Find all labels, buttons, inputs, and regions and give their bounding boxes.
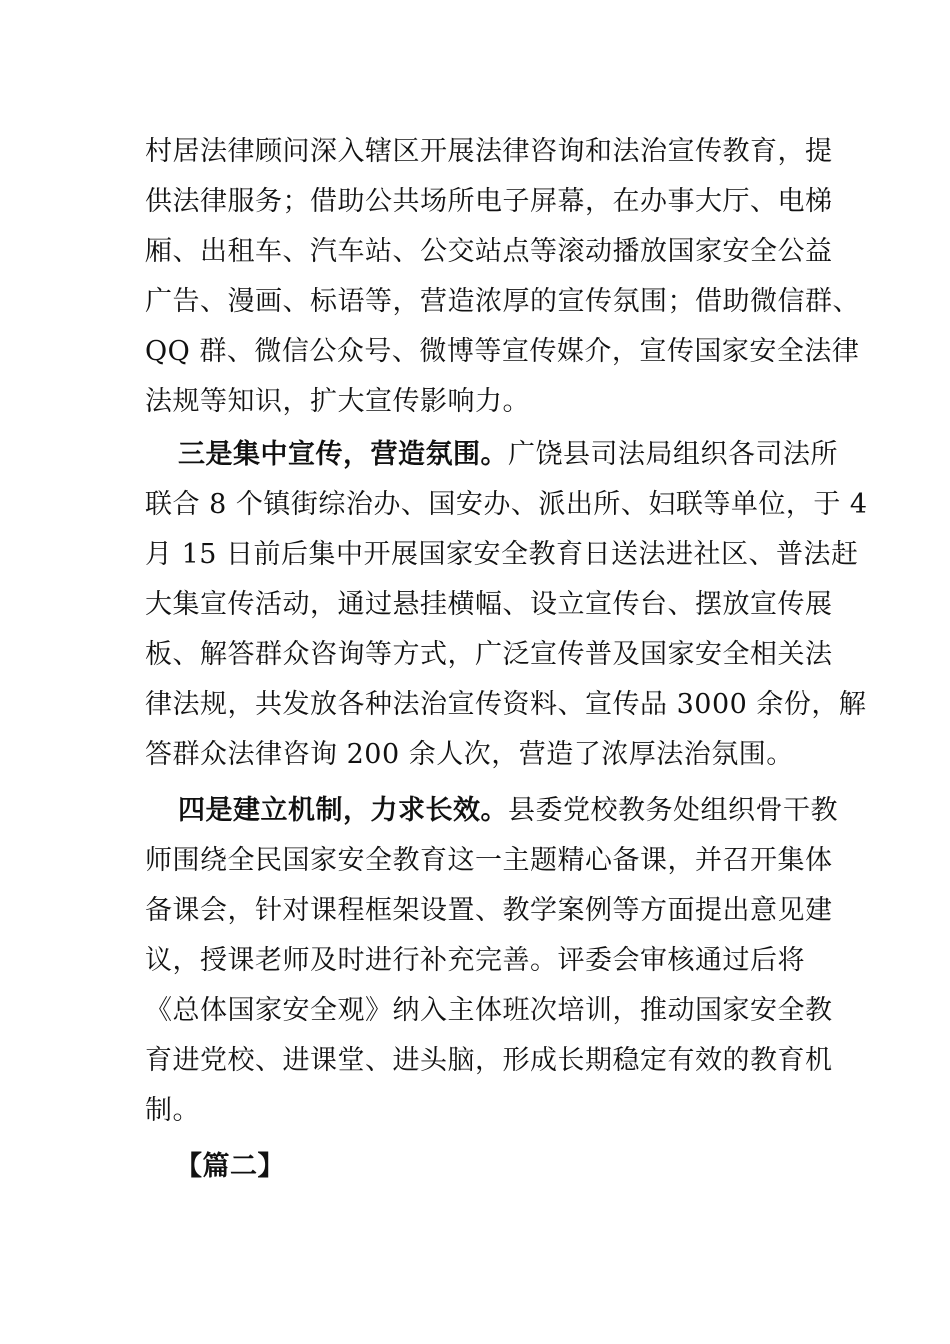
- para2-line-7: 答群众法律咨询 200 余人次，营造了浓厚法治氛围。: [145, 739, 794, 770]
- para1-line-4: 广告、漫画、标语等，营造浓厚的宣传氛围；借助微信群、: [145, 286, 860, 317]
- para2-line-2: 联合 8 个镇街综治办、国安办、派出所、妇联等单位，于 4: [145, 489, 868, 520]
- para3-line-7: 制。: [145, 1095, 200, 1126]
- para2-first-line: [178, 436, 838, 474]
- para2-line-6: 律法规，共发放各种法治宣传资料、宣传品 3000 余份，解: [145, 689, 867, 720]
- para2-line-4: 大集宣传活动，通过悬挂横幅、设立宣传台、摆放宣传展: [145, 589, 833, 620]
- para3-line-2: 师围绕全民国家安全教育这一主题精心备课，并召开集体: [145, 845, 833, 876]
- para1-line-2: 供法律服务；借助公共场所电子屏幕，在办事大厅、电梯: [145, 186, 833, 217]
- para3-first-line: [178, 792, 838, 830]
- para3-line-3: 备课会，针对课程框架设置、教学案例等方面提出意见建: [145, 895, 833, 926]
- para3-line-4: 议，授课老师及时进行补充完善。评委会审核通过后将: [145, 945, 805, 976]
- para1-line-1: 村居法律顾问深入辖区开展法律咨询和法治宣传教育，提: [145, 136, 833, 167]
- para2-line-3: 月 15 日前后集中开展国家安全教育日送法进社区、普法赶: [145, 539, 859, 570]
- para3-line-6: 育进党校、进课堂、进头脑，形成长期稳定有效的教育机: [145, 1045, 833, 1076]
- para3-heading: 四是建立机制，力求长效。: [178, 795, 508, 826]
- para2-first-rest: 广饶县司法局组织各司法所: [508, 439, 838, 470]
- para3-line-5: 《总体国家安全观》纳入主体班次培训，推动国家安全教: [145, 995, 833, 1026]
- para1-line-3: 厢、出租车、汽车站、公交站点等滚动播放国家安全公益: [145, 236, 833, 267]
- para1-line-5: QQ 群、微信公众号、微博等宣传媒介，宣传国家安全法律: [145, 336, 860, 367]
- para2-line-5: 板、解答群众咨询等方式，广泛宣传普及国家安全相关法: [145, 639, 833, 670]
- section-marker: 【篇二】: [175, 1151, 285, 1182]
- para2-heading: 三是集中宣传，营造氛围。: [178, 439, 508, 470]
- para3-first-rest: 县委党校教务处组织骨干教: [508, 795, 838, 826]
- para1-line-6: 法规等知识，扩大宣传影响力。: [145, 386, 530, 417]
